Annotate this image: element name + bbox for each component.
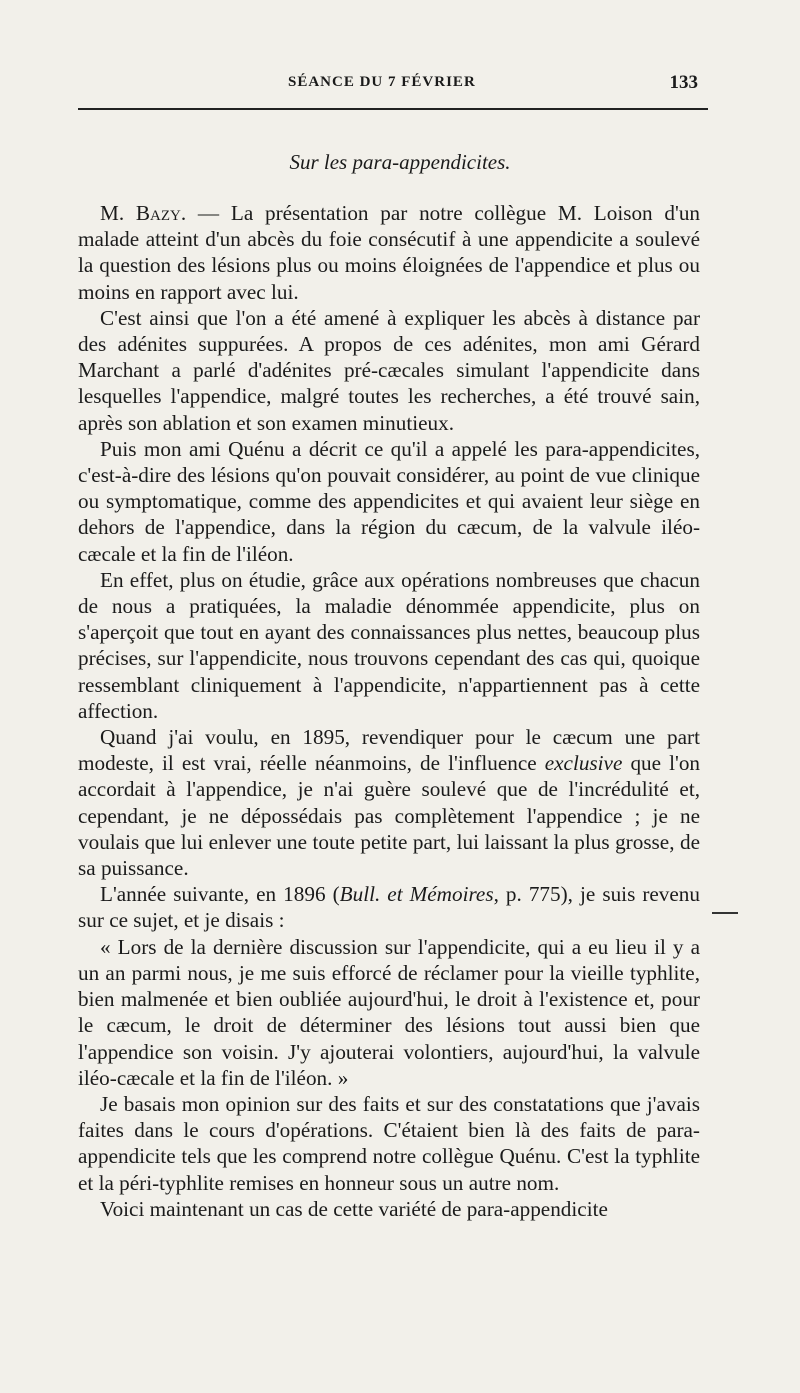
speaker-name: Bazy [135, 201, 181, 225]
paragraph-text: . — La présentation par notre collègue M. Loison d'un malade atteint d'un abcès du foie consécutif à une appendicite a soulevé la question des lésions plus ou moins éloignées de l'appendice et plus ou moins en rapport avec lui. [78, 201, 701, 304]
paragraph: En effet, plus on étudie, grâce aux opérations nombreuses que chacun de nous a pratiquées, la maladie dénommée appendicite, plus on s'aperçoit que tout en ayant des connaissances plus nettes, beaucoup plus précises, sur l'appendicite, nous trouvons cependant des cas qui, quoique ressemblant cliniquement à l'appendicite, n'appartiennent pas à cette affection. [78, 567, 700, 723]
emphasis: exclusive [544, 751, 623, 776]
paragraph [78, 724, 700, 881]
paragraph-text: L'année suivante, en 1896 ( [100, 882, 340, 907]
paragraph: C'est ainsi que l'on a été amené à expliquer les abcès à distance par des adénites suppurées. A propos de ces adénites, mon ami Gérard Marchant a parlé d'adénites pré-cæcales simulant l'appendicite dans lesquelles l'appendice, malgré toutes les recherches, a été trouvé sain, après son ablation et son examen minutieux. [78, 305, 700, 435]
paragraph-text: , p. 775), je suis revenu sur ce sujet, et je disais : [78, 882, 700, 933]
body-text [78, 200, 700, 1222]
speaker-prefix: M. [100, 201, 136, 225]
section-title: Sur les para-appendicites. [289, 150, 511, 174]
running-title: SÉANCE DU 7 FÉVRIER [288, 74, 476, 90]
paragraph-text: que l'on accordait à l'appendice, je n'ai guère soulevé que de l'incrédulité et, cependant, je ne dépossédais pas complètement l'appendice ; je ne voulais que lui enlever une toute petite part, lui laissant la plus grosse, de sa puissance. [78, 751, 701, 881]
citation-title: Bull. et Mémoires [339, 882, 494, 907]
header-rule [78, 108, 708, 110]
page-number: 133 [669, 72, 698, 93]
paragraph: Puis mon ami Quénu a décrit ce qu'il a appelé les para-appendicites, c'est-à-dire des lésions qu'on pouvait considérer, au point de vue clinique ou symptomatique, comme des appendicites et qui avaient leur siège en dehors de l'appendice, dans la région du cæcum, de la valvule iléo-cæcale et la fin de l'iléon. [78, 436, 700, 566]
paragraph-text: Quand j'ai voulu, en 1895, revendiquer pour le cæcum une part modeste, il est vrai, réelle néanmoins, de l'influence [78, 725, 700, 776]
margin-mark [712, 912, 738, 914]
paragraph [78, 200, 700, 305]
paragraph: Je basais mon opinion sur des faits et sur des constatations que j'avais faites dans le cours d'opérations. C'étaient bien là des faits de para-appendicite tels que les comprend notre collègue Quénu. C'est la typhlite et la péri-typhlite remises en honneur sous un autre nom. [78, 1091, 700, 1195]
paragraph: Voici maintenant un cas de cette variété de para-appendicite [100, 1196, 608, 1221]
page-header [78, 70, 700, 98]
paragraph [78, 881, 700, 933]
quotation-paragraph: « Lors de la dernière discussion sur l'appendicite, qui a eu lieu il y a un an parmi nous, je me suis efforcé de réclamer pour la vieille typhlite, bien malmenée et bien oubliée aujourd'hui, le droit à l'existence et, pour le cæcum, le droit de déterminer des lésions tout aussi bien que l'appendice son voisin. J'y ajouterai volontiers, aujourd'hui, la valvule iléo-cæcale et la fin de l'iléon. » [78, 934, 700, 1090]
